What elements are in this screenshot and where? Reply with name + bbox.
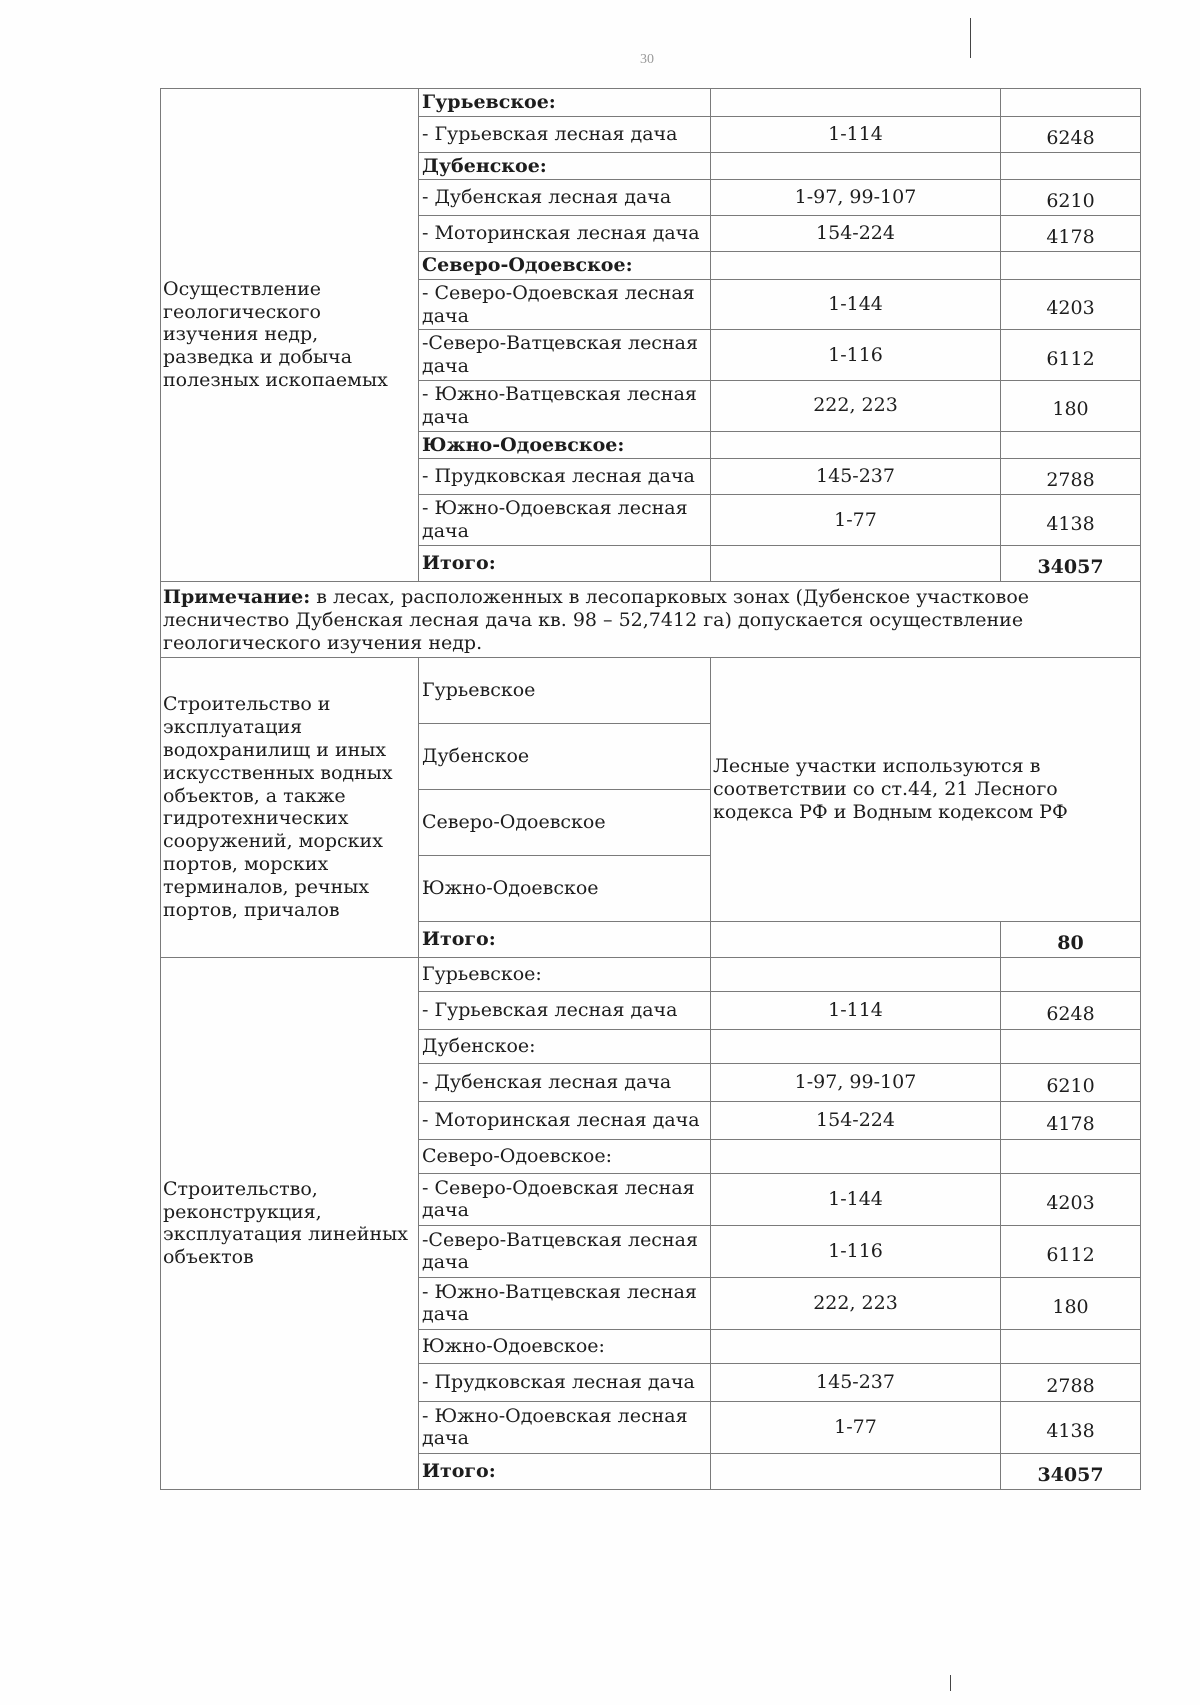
quarters-cell: 154-224 (711, 1101, 1001, 1139)
dacha-name: - Прудковская лесная дача (419, 1363, 711, 1401)
quarters-cell (711, 1029, 1001, 1063)
dacha-name: - Моторинская лесная дача (419, 216, 711, 252)
page-number: 30 (640, 52, 654, 67)
section-linear-objects (161, 957, 1141, 1489)
quarters-cell: 145-237 (711, 459, 1001, 495)
area-cell: 4203 (1001, 1173, 1141, 1225)
dacha-name: - Гурьевская лесная дача (419, 116, 711, 152)
area-cell: 6112 (1001, 330, 1141, 381)
area-cell: 4203 (1001, 279, 1141, 330)
district-name: Южно-Одоевское (419, 856, 711, 922)
quarters-cell: 1-97, 99-107 (711, 1063, 1001, 1101)
quarters-cell (711, 251, 1001, 279)
area-cell: 6210 (1001, 1063, 1141, 1101)
total-value: 80 (1001, 922, 1141, 958)
total-value: 34057 (1001, 1453, 1141, 1489)
area-cell (1001, 89, 1141, 117)
area-cell (1001, 152, 1141, 180)
quarters-cell: 154-224 (711, 216, 1001, 252)
note-cell (161, 581, 1141, 658)
forest-use-table (160, 88, 1141, 1490)
area-cell (1001, 1139, 1141, 1173)
district-name: Северо-Одоевское: (419, 1139, 711, 1173)
district-name: Гурьевское: (419, 957, 711, 991)
purpose-cell: Строительство и эксплуатация водохранилищ и иных искусственных водных объектов, а также гидротехнических сооружений, морских портов, морских терминалов, речных портов, причалов (161, 658, 419, 958)
quarters-cell (711, 152, 1001, 180)
area-cell (1001, 251, 1141, 279)
total-label: Итого: (419, 1453, 711, 1489)
quarters-cell (711, 431, 1001, 459)
district-row (161, 89, 1141, 117)
total-spacer (711, 922, 1001, 958)
total-label: Итого: (419, 922, 711, 958)
purpose-cell: Строительство, реконструкция, эксплуатация линейных объектов (161, 957, 419, 1489)
area-cell: 6112 (1001, 1225, 1141, 1277)
dacha-name: - Дубенская лесная дача (419, 180, 711, 216)
dacha-name: - Моторинская лесная дача (419, 1101, 711, 1139)
total-label: Итого: (419, 545, 711, 581)
quarters-cell (711, 89, 1001, 117)
quarters-cell: 1-114 (711, 991, 1001, 1029)
area-cell: 180 (1001, 1277, 1141, 1329)
quarters-cell: 1-77 (711, 495, 1001, 546)
merged-note-cell: Лесные участки используются в соответствии со ст.44, 21 Лесного кодекса РФ и Водным кодексом РФ (711, 658, 1141, 922)
quarters-cell (711, 1329, 1001, 1363)
dacha-name: - Южно-Одоевская лесная дача (419, 495, 711, 546)
quarters-cell: 222, 223 (711, 1277, 1001, 1329)
district-name: Гурьевское: (419, 89, 711, 117)
total-spacer (711, 545, 1001, 581)
quarters-cell: 1-144 (711, 1173, 1001, 1225)
area-cell: 6248 (1001, 116, 1141, 152)
area-cell (1001, 431, 1141, 459)
dacha-name: - Южно-Ватцевская лесная дача (419, 1277, 711, 1329)
district-name: Дубенское (419, 724, 711, 790)
scan-edge-mark (970, 18, 971, 58)
total-value: 34057 (1001, 545, 1141, 581)
quarters-cell: 1-116 (711, 1225, 1001, 1277)
quarters-cell: 1-144 (711, 279, 1001, 330)
dacha-name: - Прудковская лесная дача (419, 459, 711, 495)
total-spacer (711, 1453, 1001, 1489)
quarters-cell: 145-237 (711, 1363, 1001, 1401)
water-district-row (161, 658, 1141, 724)
dacha-name: - Северо-Одоевская лесная дача (419, 1173, 711, 1225)
area-cell: 4178 (1001, 1101, 1141, 1139)
area-cell: 6210 (1001, 180, 1141, 216)
area-cell (1001, 957, 1141, 991)
section-note (161, 581, 1141, 658)
district-name: Южно-Одоевское: (419, 431, 711, 459)
area-cell: 180 (1001, 380, 1141, 431)
section-water-objects (161, 658, 1141, 958)
dacha-name: - Южно-Ватцевская лесная дача (419, 380, 711, 431)
quarters-cell: 1-116 (711, 330, 1001, 381)
district-name: Северо-Одоевское (419, 790, 711, 856)
quarters-cell: 1-114 (711, 116, 1001, 152)
section-geological (161, 89, 1141, 582)
quarters-cell: 222, 223 (711, 380, 1001, 431)
area-cell: 4138 (1001, 1401, 1141, 1453)
area-cell: 2788 (1001, 459, 1141, 495)
district-name: Дубенское: (419, 152, 711, 180)
dacha-name: - Северо-Одоевская лесная дача (419, 279, 711, 330)
note-label: Примечание: (163, 585, 311, 608)
area-cell: 4138 (1001, 495, 1141, 546)
quarters-cell: 1-97, 99-107 (711, 180, 1001, 216)
quarters-cell (711, 957, 1001, 991)
quarters-cell (711, 1139, 1001, 1173)
area-cell: 2788 (1001, 1363, 1141, 1401)
purpose-cell: Осуществление геологического изучения недр, разведка и добыча полезных ископаемых (161, 89, 419, 582)
district-name: Северо-Одоевское: (419, 251, 711, 279)
district-name: Южно-Одоевское: (419, 1329, 711, 1363)
area-cell: 6248 (1001, 991, 1141, 1029)
district-row (161, 957, 1141, 991)
area-cell (1001, 1029, 1141, 1063)
area-cell (1001, 1329, 1141, 1363)
quarters-cell: 1-77 (711, 1401, 1001, 1453)
note-text: в лесах, расположенных в лесопарковых зонах (Дубенское участковое лесничество Дубенская лесная дача кв. 98 – 52,7412 га) допускается осуществление геологического изучения недр. (163, 585, 1030, 654)
dacha-name: - Дубенская лесная дача (419, 1063, 711, 1101)
dacha-name: -Северо-Ватцевская лесная дача (419, 1225, 711, 1277)
dacha-name: - Гурьевская лесная дача (419, 991, 711, 1029)
dacha-name: - Южно-Одоевская лесная дача (419, 1401, 711, 1453)
district-name: Гурьевское (419, 658, 711, 724)
district-name: Дубенское: (419, 1029, 711, 1063)
dacha-name: -Северо-Ватцевская лесная дача (419, 330, 711, 381)
area-cell: 4178 (1001, 216, 1141, 252)
scan-edge-mark (950, 1675, 951, 1691)
